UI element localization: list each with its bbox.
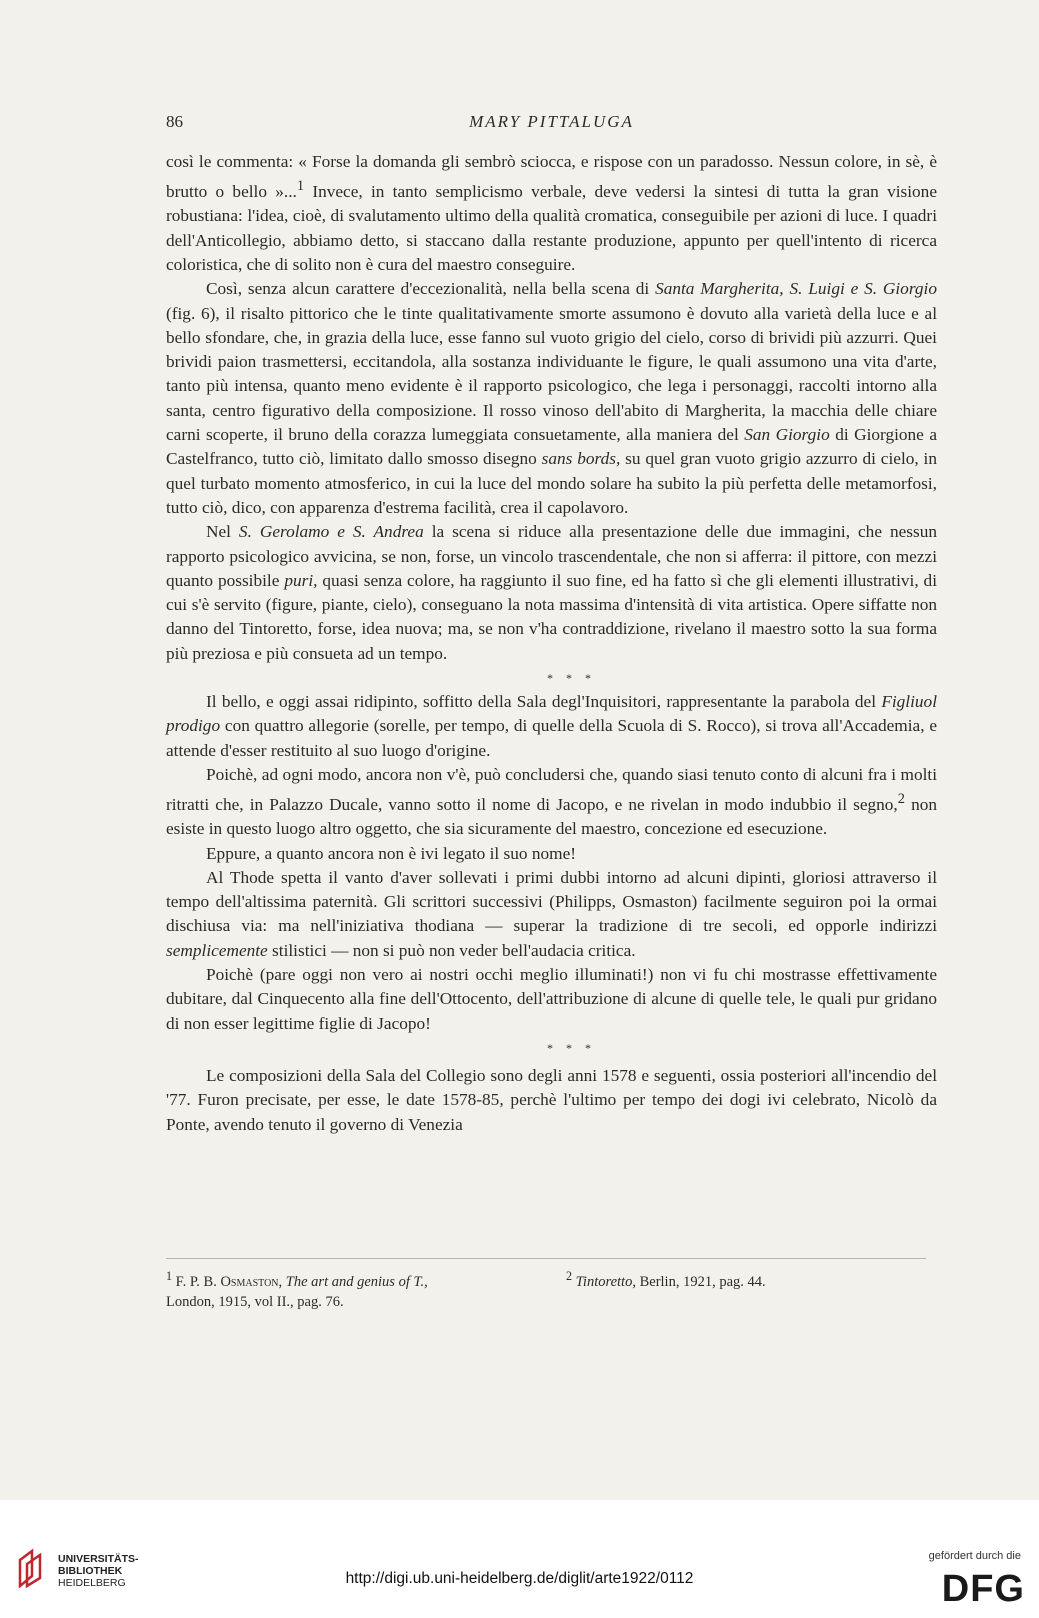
footnote-ref: 1 [296,178,305,195]
page-number: 86 [166,112,183,131]
paragraph [166,763,937,842]
text-run: non esiste in questo luogo altro oggetto, che sia sicuramente del maestro, concezione ed esecuzione. [166,794,937,839]
text-run: Così, senza alcun carattere d'eccezionalità, nella bella scena di [206,279,656,299]
dfg-logo[interactable]: DFG [941,1568,1025,1610]
digitization-footer [0,1500,1039,1618]
library-name-line: UNIVERSITÄTS- [58,1553,139,1565]
body-text [166,150,937,1137]
italic-phrase: semplicemente [166,940,268,960]
paragraph: Le composizioni della Sala del Collegio sono degli anni 1578 e seguenti, ossia posteriori all'incendio del '77. Furon precisate, per esse, le date 1578-85, perchè l'ultimo per tempo dei dogi ivi celebrato, Nicolò da Ponte, avendo tenuto il governo di Venezia [166,1065,937,1134]
paragraph [166,150,937,277]
text-run: quasi senza colore, ha raggiunto il suo fine, ed ha fatto sì che gli elementi illustrativi, di cui s'è servito (figure, piante, cielo), conseguano la nota massima d'intensità di vita artistica. Opere siffatte non danno del Tintoretto, forse, idea nuova; ma, se non v'ha contraddizione, rivelano il maestro sotto la sua forma più preziosa e più consueta ad un tempo. [166,570,937,663]
text-run: Nel [206,522,239,542]
library-name-line: BIBLIOTHEK [58,1565,123,1577]
paragraph [166,277,937,520]
artwork-title: S. Gerolamo e S. Andrea [238,522,424,542]
artwork-title: Santa Margherita, S. Luigi e S. Giorgio [655,279,937,299]
paragraph: Eppure, a quanto ancora non è ivi legato il suo nome! [206,843,576,863]
paragraph [166,866,937,963]
text-run: Poichè, ad ogni modo, ancora non v'è, può concludersi che, quando siasi tenuto conto di alcuni fra i molti ritratti che, in Palazzo Ducale, vanno sotto il nome di Jacopo, e ne rivelan in modo indubbio il segno, [166,764,937,814]
artwork-title: San Giorgio [744,425,830,445]
text-run: (fig. 6), il risalto pittorico che le tinte qualitativamente smorte assumono è dovuto alla varietà della luce e al bello sfondare, che, in grazia della luce, esse fanno sul vuoto grigio del cielo, corso di brividi più azzurri. Quei brividi paion trasmettersi, eccitandola, alla sostanza individuante le figure, le quali assumono una vita d'arte, tanto più intensa, quanto meno evidente è il rapporto psicologico, che lega i personaggi, raccolti intorno alla santa, centro figurativo della composizione. Il rosso vinoso dell'abito di Margherita, la macchia delle chiare carni scoperte, il bruno della corazza lumeggiata consuetamente, alla maniera del [166,303,937,445]
text-run: Il bello, e oggi assai ridipinto, soffitto della Sala degl'Inquisitori, rappresentante la parabola del [206,692,882,711]
footnote-number: 1 [166,1269,173,1283]
artwork-title: Figliuol prodigo [166,692,937,736]
footnote-title: Tintoretto, [575,1273,636,1290]
paragraph [166,690,937,763]
footnote-rule [166,1258,926,1259]
footnote-ref: 2 [897,791,905,808]
section-separator: * * * [547,671,596,685]
footnote-2 [566,1266,766,1292]
paragraph: Poichè (pare oggi non vero ai nostri occhi meglio illuminati!) non vi fu chi mostrasse effettivamente dubitare, dal Cinquecento alla fine dell'Ottocento, dell'attribuzione di alcune di quelle tele, le quali pur gridano di non esser legittime figlie di Jacopo! [166,965,937,1033]
footnote-title: The art and genius of T., [285,1273,428,1290]
footnote-1 [166,1266,566,1312]
italic-phrase: sans bords, [541,449,621,469]
text-run: con quattro allegorie (sorelle, per tempo, di quelle della Scuola di S. Rocco), si trova all'Accademia, e attende d'esser restituito al suo luogo d'origine. [166,716,937,760]
footnote-citation: Berlin, 1921, pag. 44. [635,1273,766,1290]
text-run: la scena si riduce alla presentazione delle due immagini, che nessun rapporto psicologico avvicina, se non, forse, un vincolo trascendentale, che non si afferra: il pittore, con mezzi quanto possibile [166,522,937,590]
funding-caption: gefördert durch die [928,1550,1021,1562]
footnote-citation: London, 1915, vol II., pag. 76. [166,1293,344,1310]
text-run: Al Thode spetta il vanto d'aver sollevati i primi dubbi intorno ad alcuni dipinti, gloriosi attraverso il tempo dell'altissima paternità. Gli scrittori successivi (Philipps, Osmaston) facilmente seguiron poi la ormai dischiusa via: ma nell'iniziativa thodiana — superar la tradizione di tre secoli, ed opporle indirizzi [166,867,937,936]
running-title: MARY PITTALUGA [469,112,634,131]
running-head [166,108,937,138]
text-run: Invece, in tanto semplicismo verbale, deve vedersi la sintesi di tutta la gran visione robustiana: l'idea, cioè, di svalutamento ultimo della qualità cromatica, conseguibile per azioni di luce. I quadri dell'Anticollegio, abbiamo detto, si staccano dalla restante produzione, appunto per quell'intento di ricerca coloristica, che di solito non è cura del maestro conseguire. [166,182,937,274]
italic-phrase: puri, [284,570,318,590]
library-name-line: HEIDELBERG [58,1577,126,1589]
section-separator: * * * [547,1040,596,1055]
footnote-number: 2 [566,1269,573,1283]
footnote-author: F. P. B. Osmaston, [175,1273,283,1290]
paragraph [166,520,937,666]
text-run: stilistici — non si può non veder bell'audacia critica. [267,940,636,960]
text-run: su quel gran vuoto grigio azzurro di cielo, in quel turbato momento atmosferico, in cui la luce del mondo solare ha subito la più perfetta delle metamorfosi, tutto ciò, dico, con apparenza d'estrema facilità, crea il capolavoro. [166,449,937,517]
text-run: così le commenta: « Forse la domanda gli sembrò sciocca, e rispose con un paradosso. Nessun colore, in sè, è brutto o bello »... [166,152,937,202]
permalink-url[interactable]: http://digi.ub.uni-heidelberg.de/diglit/arte1922/0112 [345,1570,694,1587]
text-run: di Giorgione a Castelfranco, tutto ciò, limitato dallo smosso disegno [166,425,937,469]
